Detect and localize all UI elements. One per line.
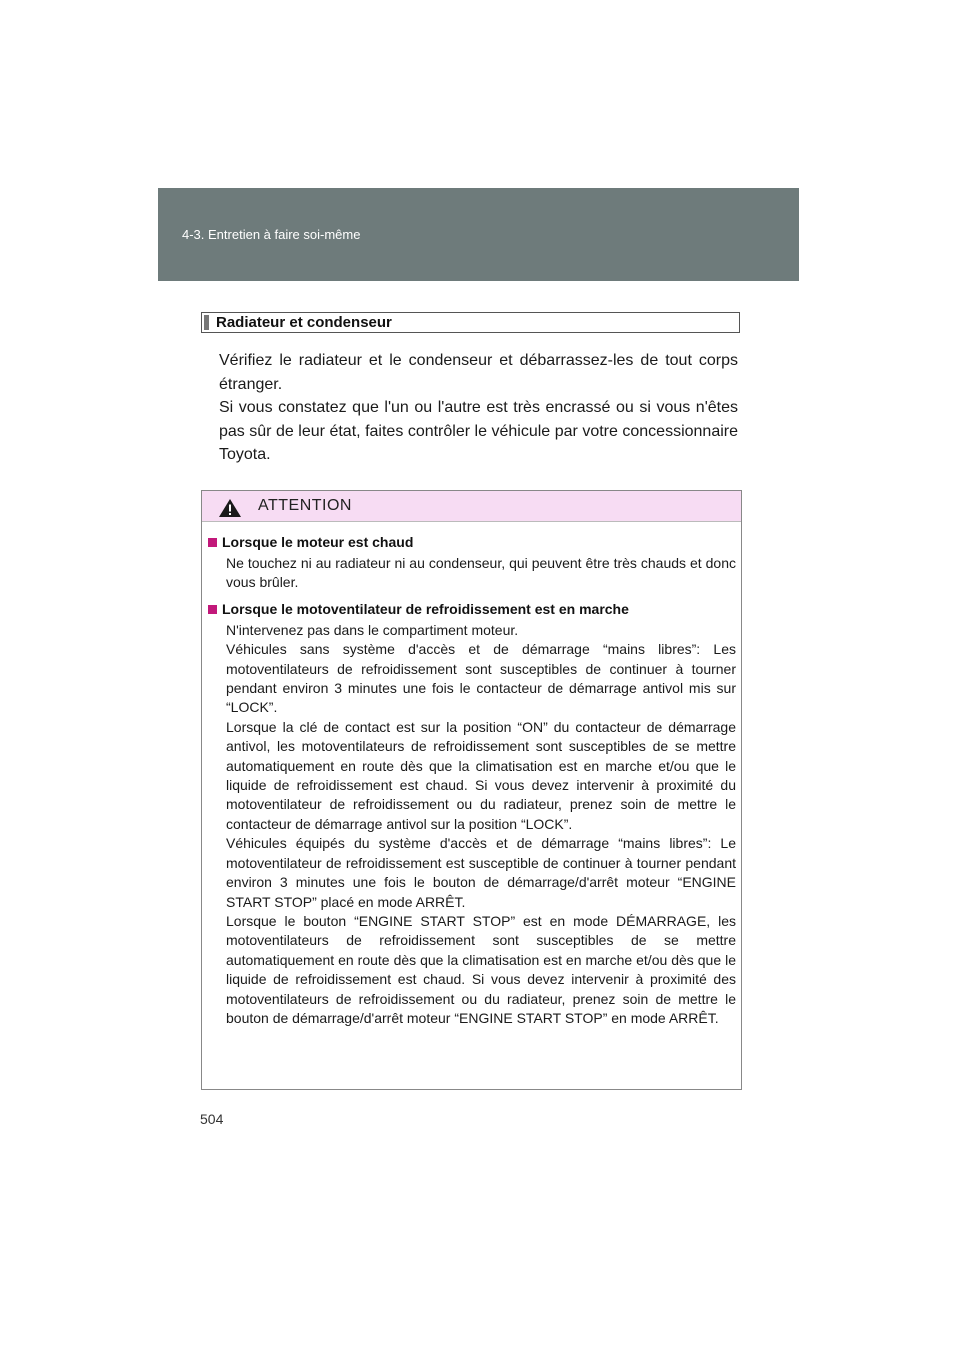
warning-body (202, 522, 741, 1028)
section-breadcrumb: 4-3. Entretien à faire soi-même (182, 227, 361, 242)
warning-paragraph: Véhicules équipés du système d'accès et de démarrage “mains libres”: Le motoventilateur de refroidissement est susceptible de continuer à tourner pendant environ 3 minutes une fois le bouton de démarrage/d'arrêt moteur “ENGINE START STOP” placé en mode ARRÊT. (226, 835, 736, 910)
warning-item-title-text: Lorsque le motoventilateur de refroidissement est en marche (222, 600, 629, 617)
warning-triangle-icon (218, 498, 242, 518)
warning-paragraph: Ne touchez ni au radiateur ni au condenseur, qui peuvent être très chauds et donc vous brûler. (226, 555, 736, 591)
warning-paragraph: Lorsque le bouton “ENGINE START STOP” est en mode DÉMARRAGE, les motoventilateurs de refroidissement sont susceptibles de se mettre automatiquement en route dès que la climatisation est en marche et/ou dès que le liquide de refroidissement est chaud. Si vous devez intervenir à proximité des motoventilateurs de refroidissement ou du radiateur, prenez soin de mettre le bouton de démarrage/d'arrêt moteur “ENGINE START STOP” en mode ARRÊT. (226, 912, 736, 1026)
header-band (158, 188, 799, 281)
square-bullet-icon (208, 605, 217, 614)
warning-header (202, 491, 741, 522)
section-title-marker (204, 315, 209, 330)
warning-item-body (208, 621, 736, 1029)
warning-paragraph: Véhicules sans système d'accès et de démarrage “mains libres”: Les motoventilateurs de refroidissement sont susceptibles de continuer à tourner pendant environ 3 minutes une fois le contacteur de démarrage antivol mis sur “LOCK”. (226, 641, 736, 716)
section-title-box (201, 312, 740, 333)
square-bullet-icon (208, 538, 217, 547)
warning-paragraph: Lorsque la clé de contact est sur la position “ON” du contacteur de démarrage antivol, les motoventilateurs de refroidissement sont susceptibles de se mettre automatiquement en route dès que la climatisation est en marche et/ou que le liquide de refroidissement est chaud. Si vous devez intervenir à proximité du motoventilateur de refroidissement ou du radiateur, prenez soin de mettre le contacteur de démarrage antivol sur la position “LOCK”. (226, 718, 736, 832)
intro-paragraph: Vérifiez le radiateur et le condenseur et débarrassez-les de tout corps étranger. (219, 352, 738, 393)
intro-text (219, 349, 738, 467)
intro-paragraph: Si vous constatez que l'un ou l'autre est très encrassé ou si vous n'êtes pas sûr de leur état, faites contrôler le véhicule par votre concessionnaire Toyota. (219, 399, 738, 463)
warning-label: ATTENTION (258, 497, 352, 514)
warning-item-title (208, 599, 736, 619)
warning-box (201, 490, 742, 1090)
warning-item-body (208, 554, 736, 593)
warning-item-title-text: Lorsque le moteur est chaud (222, 534, 414, 550)
section-title: Radiateur et condenseur (216, 314, 392, 331)
warning-paragraph: N'intervenez pas dans le compartiment moteur. (226, 621, 519, 638)
warning-item-title (208, 532, 736, 552)
page-number: 504 (200, 1111, 224, 1127)
